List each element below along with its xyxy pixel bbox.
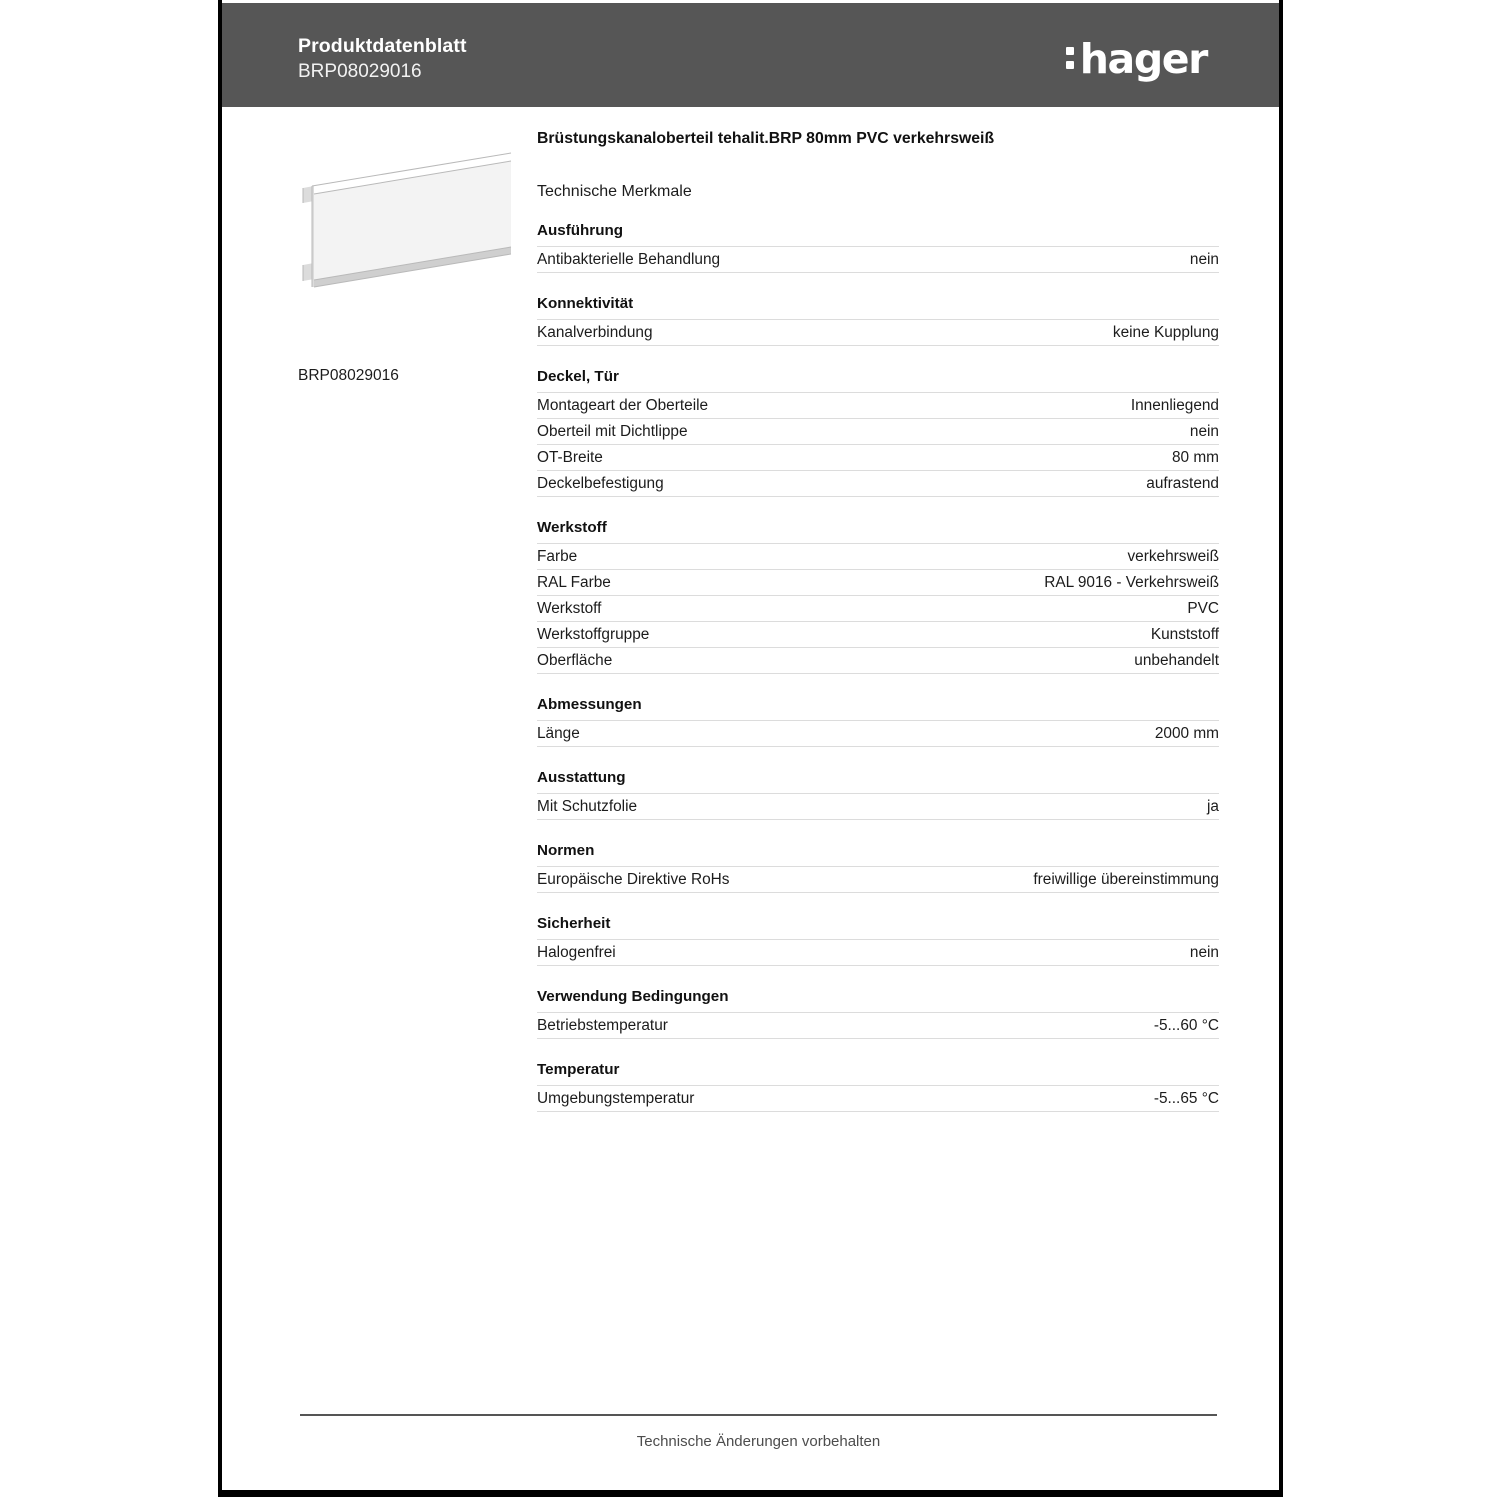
table-row: [537, 419, 1219, 445]
product-name: Brüstungskanaloberteil tehalit.BRP 80mm PVC verkehrsweiß: [537, 130, 995, 147]
spec-label: Oberfläche: [537, 648, 878, 674]
spec-value: PVC: [878, 596, 1219, 622]
hager-wordmark: hager: [1079, 35, 1207, 83]
product-image: [298, 139, 528, 339]
page-title: Produktdatenblatt: [298, 35, 467, 57]
spec-value: keine Kupplung: [878, 320, 1219, 346]
spec-label: Umgebungstemperatur: [537, 1086, 878, 1112]
trunking-profile-illustration: [298, 139, 528, 339]
spec-table: [537, 720, 1219, 747]
spec-value: freiwillige übereinstimmung: [878, 867, 1219, 893]
spec-label: Kanalverbindung: [537, 320, 878, 346]
spec-label: Deckelbefestigung: [537, 471, 878, 497]
footer-note: Technische Änderungen vorbehalten: [636, 1433, 881, 1450]
spec-group: [537, 273, 1219, 346]
table-row: [537, 596, 1219, 622]
spec-table: [537, 793, 1219, 820]
spec-group-title: Ausführung: [537, 222, 624, 239]
spec-group: [537, 820, 1219, 893]
spec-label: RAL Farbe: [537, 570, 878, 596]
table-row: [537, 544, 1219, 570]
spec-group-title: Konnektivität: [537, 295, 634, 312]
table-row: [537, 721, 1219, 747]
hager-colon-icon: [1066, 47, 1074, 71]
header-titles: [298, 34, 467, 84]
spec-group: [537, 497, 1219, 674]
spec-table: [537, 543, 1219, 674]
spec-value: 80 mm: [878, 445, 1219, 471]
spec-value: Kunststoff: [878, 622, 1219, 648]
document-footer: [300, 1414, 1217, 1450]
table-row: [537, 867, 1219, 893]
spec-label: Werkstoffgruppe: [537, 622, 878, 648]
spec-table: [537, 1085, 1219, 1112]
spec-group-title: Normen: [537, 842, 595, 859]
spec-label: Farbe: [537, 544, 878, 570]
spec-groups: [537, 222, 1219, 1112]
table-row: [537, 570, 1219, 596]
spec-value: verkehrsweiß: [878, 544, 1219, 570]
spec-label: OT-Breite: [537, 445, 878, 471]
spec-label: Halogenfrei: [537, 940, 878, 966]
spec-label: Betriebstemperatur: [537, 1013, 878, 1039]
spec-group: [537, 1039, 1219, 1112]
spec-value: RAL 9016 - Verkehrsweiß: [878, 570, 1219, 596]
spec-group-title: Verwendung Bedingungen: [537, 988, 729, 1005]
spec-label: Oberteil mit Dichtlippe: [537, 419, 878, 445]
spec-group: [537, 346, 1219, 497]
spec-table: [537, 392, 1219, 497]
spec-table: [537, 319, 1219, 346]
table-row: [537, 393, 1219, 419]
spec-value: -5...60 °C: [878, 1013, 1219, 1039]
spec-group: [537, 747, 1219, 820]
spec-value: Innenliegend: [878, 393, 1219, 419]
spec-label: Antibakterielle Behandlung: [537, 247, 878, 273]
spec-label: Montageart der Oberteile: [537, 393, 878, 419]
spec-group: [537, 674, 1219, 747]
table-row: [537, 320, 1219, 346]
product-column: [298, 139, 528, 385]
document-page: [218, 0, 1283, 1497]
spec-label: Werkstoff: [537, 596, 878, 622]
table-row: [537, 445, 1219, 471]
spec-group-title: Temperatur: [537, 1061, 620, 1078]
header-reference: BRP08029016: [298, 61, 422, 82]
table-row: [537, 247, 1219, 273]
spec-table: [537, 866, 1219, 893]
table-row: [537, 1086, 1219, 1112]
spec-group: [537, 966, 1219, 1039]
spec-group-title: Abmessungen: [537, 696, 642, 713]
spec-table: [537, 246, 1219, 273]
spec-group-title: Ausstattung: [537, 769, 626, 786]
spec-label: Mit Schutzfolie: [537, 794, 878, 820]
spec-group: [537, 222, 1219, 273]
spec-label: Länge: [537, 721, 878, 747]
spec-value: ja: [878, 794, 1219, 820]
spec-group-title: Deckel, Tür: [537, 368, 619, 385]
spec-group: [537, 893, 1219, 966]
spec-value: unbehandelt: [878, 648, 1219, 674]
hager-logo: [1066, 35, 1207, 83]
table-row: [537, 648, 1219, 674]
spec-column: [537, 129, 1219, 1112]
spec-value: nein: [878, 940, 1219, 966]
spec-value: -5...65 °C: [878, 1086, 1219, 1112]
document-header: [222, 3, 1279, 107]
spec-value: aufrastend: [878, 471, 1219, 497]
table-row: [537, 940, 1219, 966]
spec-value: nein: [878, 419, 1219, 445]
footer-divider: [300, 1414, 1217, 1416]
table-row: [537, 471, 1219, 497]
spec-intro: Technische Merkmale: [537, 183, 692, 200]
spec-value: 2000 mm: [878, 721, 1219, 747]
spec-group-title: Werkstoff: [537, 519, 607, 536]
table-row: [537, 622, 1219, 648]
spec-label: Europäische Direktive RoHs: [537, 867, 878, 893]
spec-group-title: Sicherheit: [537, 915, 611, 932]
spec-value: nein: [878, 247, 1219, 273]
table-row: [537, 794, 1219, 820]
spec-table: [537, 1012, 1219, 1039]
spec-table: [537, 939, 1219, 966]
product-caption: BRP08029016: [298, 367, 399, 384]
table-row: [537, 1013, 1219, 1039]
